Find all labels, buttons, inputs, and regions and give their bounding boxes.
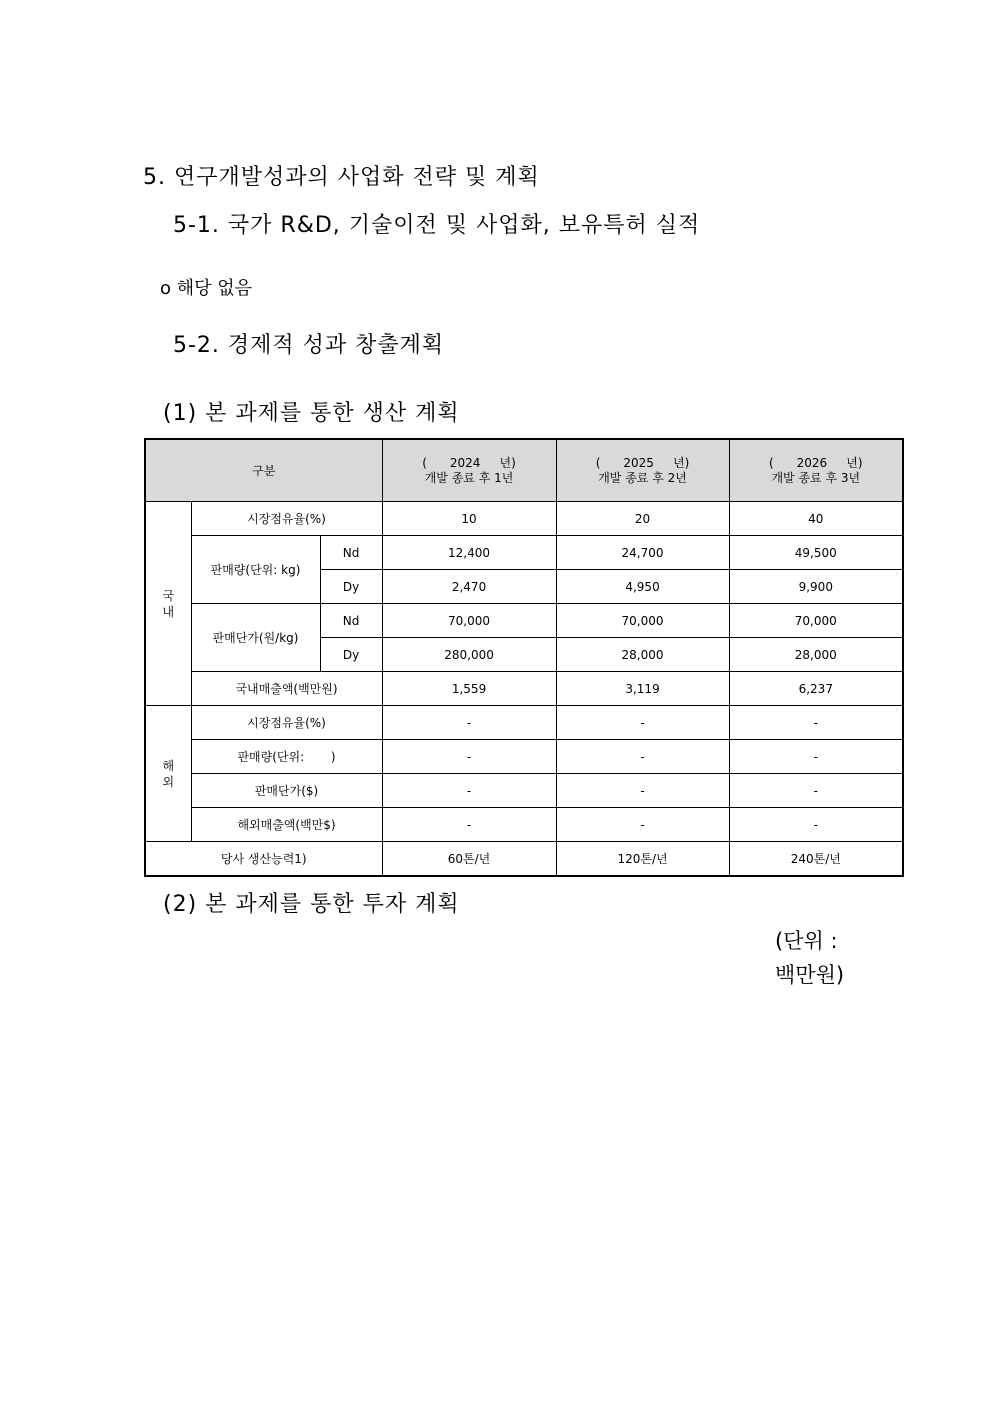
table-cell: 2,470 bbox=[382, 570, 556, 604]
domestic-market-share-label: 시장점유율(%) bbox=[191, 502, 382, 536]
table-cell: 70,000 bbox=[729, 604, 903, 638]
table-cell: - bbox=[729, 808, 903, 842]
unit-note-line-1: (단위 : bbox=[775, 929, 838, 953]
overseas-group-label bbox=[145, 706, 191, 842]
table-cell: 280,000 bbox=[382, 638, 556, 672]
header-year-2 bbox=[556, 439, 729, 502]
domestic-label-char-2: 내 bbox=[162, 604, 175, 619]
table-cell: - bbox=[382, 774, 556, 808]
table-cell: 1,559 bbox=[382, 672, 556, 706]
overseas-market-share-label: 시장점유율(%) bbox=[191, 706, 382, 740]
overseas-revenue-label: 해외매출액(백만$) bbox=[191, 808, 382, 842]
table-cell: - bbox=[382, 740, 556, 774]
table-cell: 120톤/년 bbox=[556, 842, 729, 877]
header-year-3-line: ( 2026 년) bbox=[769, 455, 863, 470]
overseas-unit-price-label: 판매단가($) bbox=[191, 774, 382, 808]
table-cell: - bbox=[556, 706, 729, 740]
table-row bbox=[145, 604, 903, 638]
table-cell: - bbox=[556, 808, 729, 842]
domestic-group-label bbox=[145, 502, 191, 706]
header-year-1-line: ( 2024 년) bbox=[422, 455, 516, 470]
domestic-label-char-1: 국 bbox=[162, 588, 175, 603]
table-cell: - bbox=[382, 808, 556, 842]
domestic-unit-price-label: 판매단가(원/kg) bbox=[191, 604, 320, 672]
table-cell: - bbox=[556, 774, 729, 808]
table-cell: 40 bbox=[729, 502, 903, 536]
table-cell: 70,000 bbox=[382, 604, 556, 638]
unit-note-line-2: 백만원) bbox=[775, 963, 845, 987]
table-row bbox=[145, 740, 903, 774]
table-cell: 49,500 bbox=[729, 536, 903, 570]
table-cell: - bbox=[729, 774, 903, 808]
table-cell: 10 bbox=[382, 502, 556, 536]
table-cell: 3,119 bbox=[556, 672, 729, 706]
production-plan-table bbox=[144, 438, 904, 877]
table-row bbox=[145, 808, 903, 842]
table-cell: 6,237 bbox=[729, 672, 903, 706]
table-cell: 4,950 bbox=[556, 570, 729, 604]
overseas-sales-volume-label: 판매량(단위: ) bbox=[191, 740, 382, 774]
table-row bbox=[145, 774, 903, 808]
header-year-3-desc: 개발 종료 후 3년 bbox=[771, 470, 861, 485]
table-cell: 70,000 bbox=[556, 604, 729, 638]
domestic-revenue-label: 국내매출액(백만원) bbox=[191, 672, 382, 706]
section-title: 5. 연구개발성과의 사업화 전략 및 계획 bbox=[143, 165, 540, 190]
table-cell: 28,000 bbox=[729, 638, 903, 672]
item-investment-plan: (2) 본 과제를 통한 투자 계획 bbox=[163, 892, 460, 917]
material-label-dy: Dy bbox=[320, 570, 382, 604]
capacity-label: 당사 생산능력1) bbox=[145, 842, 382, 877]
item-production-plan: (1) 본 과제를 통한 생산 계획 bbox=[163, 401, 460, 426]
table-row bbox=[145, 672, 903, 706]
overseas-label-char-1: 해 bbox=[162, 758, 175, 773]
table-row bbox=[145, 502, 903, 536]
material-label-dy: Dy bbox=[320, 638, 382, 672]
table-row bbox=[145, 706, 903, 740]
subsection-title-5-2: 5-2. 경제적 성과 창출계획 bbox=[173, 333, 445, 358]
table-cell: - bbox=[729, 740, 903, 774]
table-row bbox=[145, 536, 903, 570]
material-label-nd: Nd bbox=[320, 604, 382, 638]
table-cell: - bbox=[382, 706, 556, 740]
table-cell: 24,700 bbox=[556, 536, 729, 570]
header-category: 구분 bbox=[145, 439, 382, 502]
table-cell: 60톤/년 bbox=[382, 842, 556, 877]
table-cell: - bbox=[729, 706, 903, 740]
header-year-1-desc: 개발 종료 후 1년 bbox=[424, 470, 514, 485]
header-year-3 bbox=[729, 439, 903, 502]
table-cell: 9,900 bbox=[729, 570, 903, 604]
table-row bbox=[145, 842, 903, 877]
material-label-nd: Nd bbox=[320, 536, 382, 570]
table-cell: 20 bbox=[556, 502, 729, 536]
domestic-sales-volume-label: 판매량(단위: kg) bbox=[191, 536, 320, 604]
overseas-label-char-2: 외 bbox=[162, 774, 175, 789]
subsection-title-5-1: 5-1. 국가 R&D, 기술이전 및 사업화, 보유특허 실적 bbox=[173, 213, 701, 238]
table-cell: 12,400 bbox=[382, 536, 556, 570]
table-cell: 240톤/년 bbox=[729, 842, 903, 877]
header-year-1 bbox=[382, 439, 556, 502]
table-header-row bbox=[145, 439, 903, 502]
bullet-none: o 해당 없음 bbox=[160, 278, 253, 299]
table-cell: 28,000 bbox=[556, 638, 729, 672]
header-year-2-desc: 개발 종료 후 2년 bbox=[598, 470, 687, 485]
table-cell: - bbox=[556, 740, 729, 774]
header-year-2-line: ( 2025 년) bbox=[595, 455, 690, 470]
